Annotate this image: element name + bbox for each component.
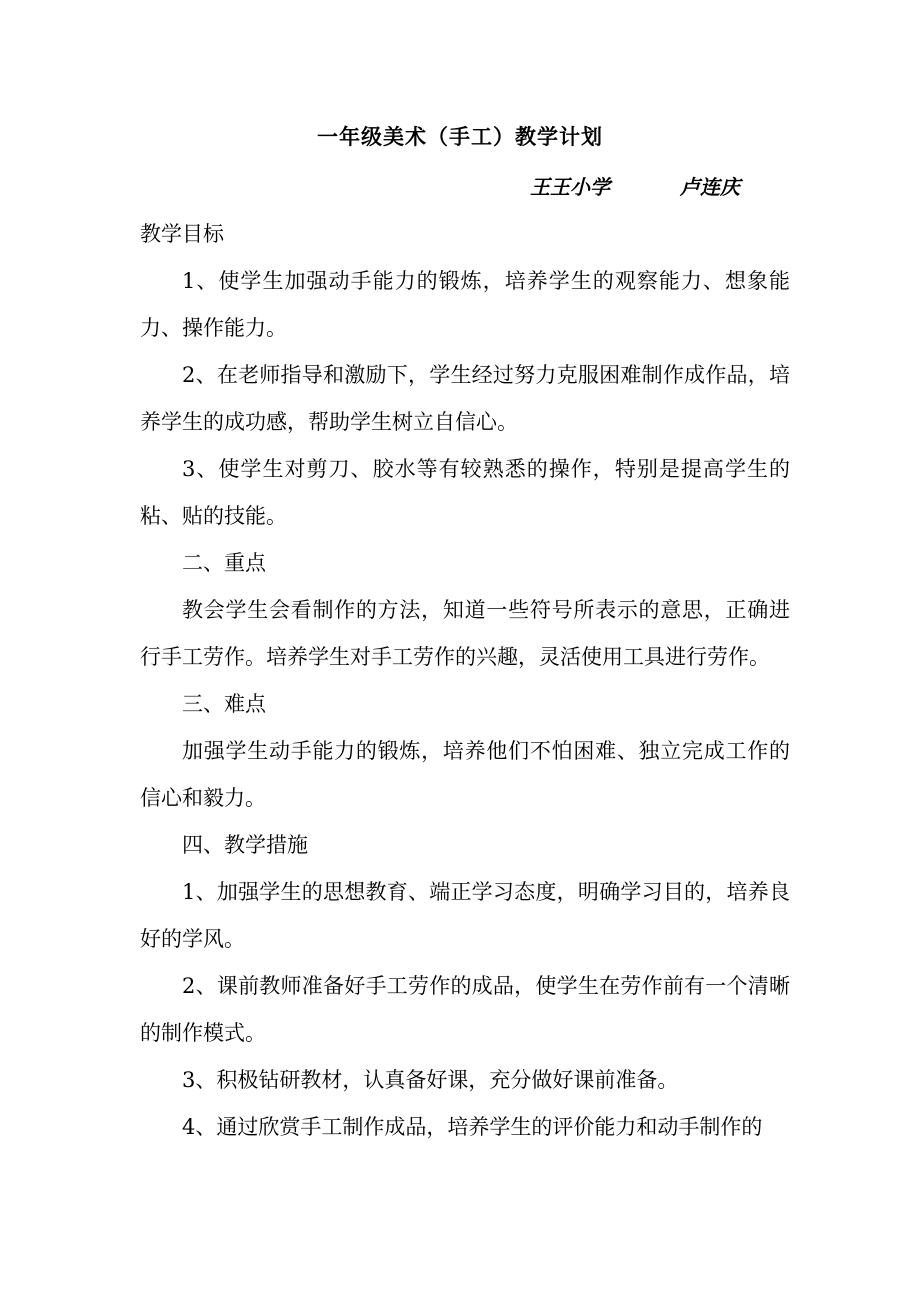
paragraph: 2、在老师指导和激励下，学生经过努力克服困难制作成作品，培养学生的成功感，帮助学生树立自信心。 <box>140 363 790 434</box>
paragraph: 2、课前教师准备好手工劳作的成品，使学生在劳作前有一个清晰的制作模式。 <box>140 974 790 1045</box>
paragraph: 4、通过欣赏手工制作成品，培养学生的评价能力和动手制作的 <box>182 1115 763 1139</box>
section-heading-key-points: 二、重点 <box>182 551 266 575</box>
paragraph: 教会学生会看制作的方法，知道一些符号所表示的意思，正确进行手工劳作。培养学生对手工劳作的兴趣，灵活使用工具进行劳作。 <box>140 598 790 669</box>
paragraph: 3、积极钻研教材，认真备好课，充分做好课前准备。 <box>182 1068 679 1092</box>
author-school: 王王小学 <box>530 175 610 199</box>
document-title: 一年级美术（手工）教学计划 <box>317 124 603 149</box>
paragraph: 加强学生动手能力的锻炼，培养他们不怕困难、独立完成工作的信心和毅力。 <box>140 739 790 810</box>
section-heading-goals: 教学目标 <box>140 222 224 246</box>
paragraph: 1、使学生加强动手能力的锻炼，培养学生的观察能力、想象能力、操作能力。 <box>140 269 790 340</box>
section-heading-difficulties: 三、难点 <box>182 692 266 716</box>
paragraph: 3、使学生对剪刀、胶水等有较熟悉的操作，特别是提高学生的粘、贴的技能。 <box>140 457 790 528</box>
paragraph: 1、加强学生的思想教育、端正学习态度，明确学习目的，培养良好的学风。 <box>140 880 790 951</box>
author-name: 卢连庆 <box>680 175 740 199</box>
document-body <box>140 211 790 1151</box>
section-heading-measures: 四、教学措施 <box>182 833 308 857</box>
